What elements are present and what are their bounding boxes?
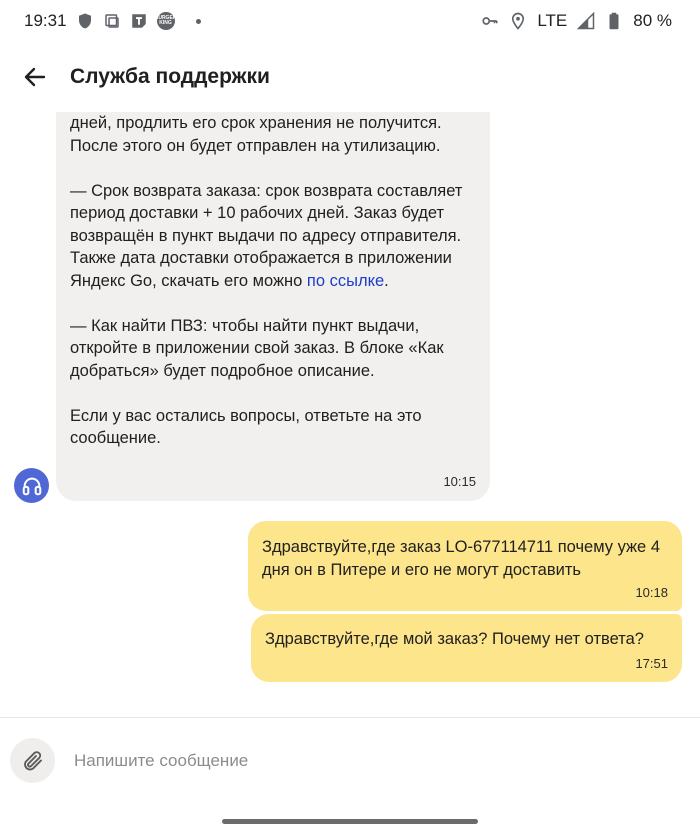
- back-button[interactable]: [0, 42, 70, 112]
- support-message-bubble: [56, 112, 490, 501]
- location-icon: [509, 12, 527, 30]
- page-title: Служба поддержки: [70, 65, 270, 88]
- status-bar: [0, 0, 700, 42]
- burger-king-line2: KING: [159, 20, 172, 26]
- support-message-time: 10:15: [443, 474, 476, 489]
- paperclip-icon: [21, 749, 45, 773]
- user-message-text: Здравствуйте,где заказ LO-677114711 почему уже 4 дня он в Питере и его не могут доставить: [262, 538, 660, 579]
- support-paragraph-2-text: — Срок возврата заказа: срок возврата составляет период доставки + 10 рабочих дней. Заказ будет возвращён в пункт выдачи по адресу отправителя. Также дата доставки отображается в приложении Яндекс Go, скачать его можно: [70, 181, 463, 290]
- download-link[interactable]: по ссылке: [306, 271, 385, 290]
- key-icon: [481, 12, 499, 30]
- home-indicator[interactable]: [222, 819, 478, 824]
- support-paragraph-3: — Как найти ПВЗ: чтобы найти пункт выдачи, откройте в приложении свой заказ. В блоке «Как добраться» будет подробное описание.: [70, 316, 444, 380]
- composer-divider: [0, 717, 700, 718]
- support-paragraph-2-end: .: [384, 271, 389, 290]
- user-message-text: Здравствуйте,где мой заказ? Почему нет ответа?: [265, 630, 644, 648]
- user-message-time: 17:51: [635, 656, 668, 671]
- support-message-text: [70, 112, 486, 472]
- headset-icon: [21, 475, 43, 497]
- attach-button[interactable]: [10, 738, 55, 783]
- signal-icon: [577, 12, 595, 30]
- support-paragraph-1: дней, продлить его срок хранения не получится. После этого он будет отправлен на утилизацию.: [70, 114, 442, 155]
- battery-level: 80 %: [633, 11, 672, 30]
- support-paragraph-2: [70, 180, 486, 293]
- support-avatar: [14, 468, 49, 503]
- support-paragraph-4: Если у вас остались вопросы, ответьте на это сообщение.: [70, 406, 422, 447]
- status-right: [481, 11, 672, 31]
- message-input[interactable]: [74, 744, 674, 778]
- burger-king-line1: BURGER: [154, 15, 177, 21]
- shield-icon: [76, 12, 94, 30]
- user-message-time: 10:18: [635, 585, 668, 600]
- network-type: LTE: [537, 11, 568, 30]
- app-header: [0, 42, 700, 112]
- screenshot-icon: [103, 12, 121, 30]
- status-time: 19:31: [24, 11, 67, 30]
- user-message-bubble: [251, 614, 682, 682]
- burger-king-icon: [154, 12, 177, 30]
- user-message-bubble: [248, 521, 682, 611]
- app-t-icon: [130, 12, 148, 30]
- arrow-left-icon: [23, 65, 47, 89]
- battery-icon: [605, 12, 623, 30]
- status-left: [24, 11, 201, 31]
- notification-dot-icon: [196, 19, 201, 24]
